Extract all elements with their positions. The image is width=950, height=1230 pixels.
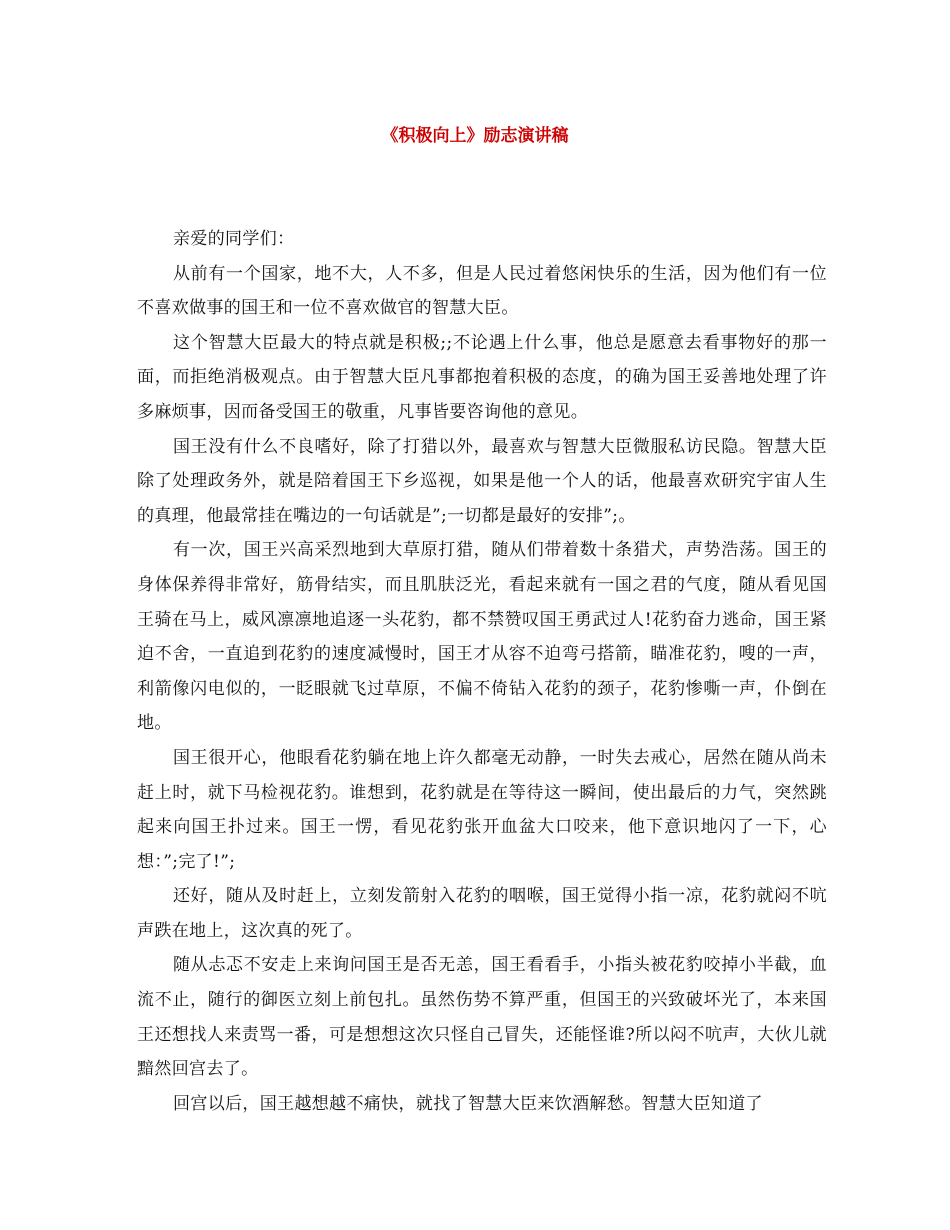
salutation: 亲爱的同学们： xyxy=(173,229,295,249)
paragraph: 随从忐忑不安走上来询问国王是否无恙，国王看看手，小指头被花豹咬掉小半截，血流不止，随行的御医立刻上前包扎。虽然伤势不算严重，但国王的兴致破坏光了，本来国王还想找人来责骂一番，可是想想这次只怪自己冒失，还能怪谁?所以闷不吭声，大伙儿就黯然回宫去了。 xyxy=(137,955,827,1080)
document-body xyxy=(137,222,827,1121)
document-title: 《积极向上》励志演讲稿 xyxy=(381,126,569,146)
paragraph: 从前有一个国家，地不大，人不多，但是人民过着悠闲快乐的生活，因为他们有一位不喜欢做事的国王和一位不喜欢做官的智慧大臣。 xyxy=(137,263,827,319)
paragraph: 这个智慧大臣最大的特点就是积极;;不论遇上什么事，他总是愿意去看事物好的那一面，而拒绝消极观点。由于智慧大臣凡事都抱着积极的态度，的确为国王妥善地处理了许多麻烦事，因而备受国王的敬重，凡事皆要咨询他的意见。 xyxy=(137,332,827,422)
paragraph: 国王没有什么不良嗜好，除了打猎以外，最喜欢与智慧大臣微服私访民隐。智慧大臣除了处理政务外，就是陪着国王下乡巡视，如果是他一个人的话，他最喜欢研究宇宙人生的真理，他最常挂在嘴边的一句话就是”;一切都是最好的安排”;。 xyxy=(137,436,827,526)
paragraph: 还好，随从及时赶上，立刻发箭射入花豹的咽喉，国王觉得小指一凉，花豹就闷不吭声跌在地上，这次真的死了。 xyxy=(137,886,827,941)
paragraph: 回宫以后，国王越想越不痛快，就找了智慧大臣来饮酒解愁。智慧大臣知道了 xyxy=(173,1093,763,1114)
paragraph: 国王很开心，他眼看花豹躺在地上许久都毫无动静，一时失去戒心，居然在随从尚未赶上时，就下马检视花豹。谁想到，花豹就是在等待这一瞬间，使出最后的力气，突然跳起来向国王扑过来。国王一愣，看见花豹张开血盆大口咬来，他下意识地闪了一下，心想：”;完了!”; xyxy=(137,747,827,872)
paragraph: 有一次，国王兴高采烈地到大草原打猎，随从们带着数十条猎犬，声势浩荡。国王的身体保养得非常好，筋骨结实，而且肌肤泛光，看起来就有一国之君的气度，随从看见国王骑在马上，威风凛凛地追逐一头花豹，都不禁赞叹国王勇武过人!花豹奋力逃命，国王紧迫不舍，一直追到花豹的速度减慢时，国王才从容不迫弯弓搭箭，瞄准花豹，嗖的一声，利箭像闪电似的，一眨眼就飞过草原，不偏不倚钻入花豹的颈子，花豹惨嘶一声，仆倒在地。 xyxy=(137,540,827,734)
